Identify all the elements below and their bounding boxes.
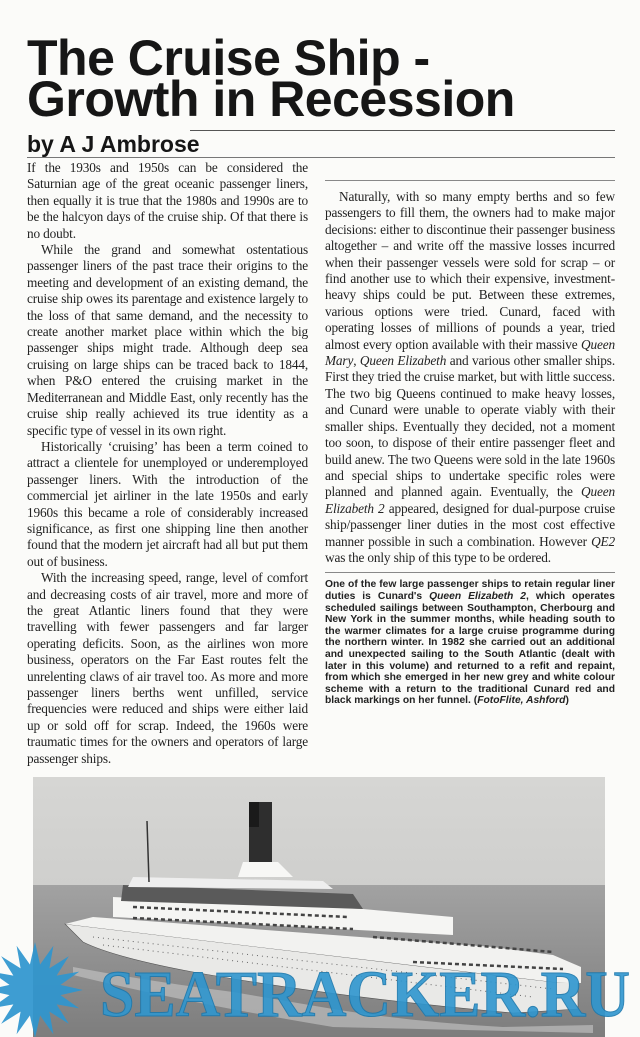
text-run: Naturally, with so many empty berths and so few passengers to fill them, the owners had to make major decisions: either to discontinue their passenger business altogether – and write off the massive losses incurred when their passenger vessels were sold for scrap – or find another use to which their expensive, investment-heavy ships could be put. Between these extremes, various options were tried. Cunard, faced with operating losses of millions of pounds a year, tried almost every option available with their massive <box>325 189 615 352</box>
text-run: One of the few large passenger ships to retain regular liner duties is Cunard's <box>325 579 615 602</box>
left-column <box>27 160 308 767</box>
text-run: , which operates scheduled sailings between Southampton, Cherbourg and New York in the summer months, while heading south to the warmer climates for a large cruise programme during the northern winter. In 1982 she carried out an additional and unexpected sailing to the South Atlantic (dealt with later in this volume) and returned to a refit and repaint, from which she emerged in her new grey and white colour scheme with a return to the traditional Cunard red and black markings on her funnel. ( <box>325 590 615 707</box>
paragraph <box>27 570 308 767</box>
text-run: was the only ship of this type to be ordered. <box>325 549 551 565</box>
paragraph <box>27 242 308 439</box>
text-run: With the increasing speed, range, level of comfort and decreasing costs of air travel, more and more of the great Atlantic liners found that they were travelling with fewer passengers and far larger operating deficits. Soon, as the airlines won more business, operators on the Far East routes felt the unrelenting claws of air travel too. As more and more passenger liners berths went unfilled, service frequencies were reduced and ships were either laid up or sold off for scrap. Indeed, the 1960s were traumatic times for the owners and operators of large passenger ships. <box>27 570 308 766</box>
right-column-block <box>325 160 615 767</box>
divider <box>27 157 615 158</box>
title-line-1: The Cruise Ship - <box>27 30 430 86</box>
italic-title: Queen Elizabeth 2 <box>429 590 527 602</box>
paragraph <box>27 439 308 570</box>
sky <box>33 777 605 885</box>
article-title <box>27 30 615 127</box>
text-run: If the 1930s and 1950s can be considered the Saturnian age of the great oceanic passenger liners, then equally it is true that the 1980s and 1990s are to be the halcyon days of the cruise ship. Of that there is no doubt. <box>27 160 308 241</box>
sun-logo-icon <box>0 942 83 1037</box>
watermark <box>0 940 640 1037</box>
photo-block <box>0 777 640 1037</box>
text-run: While the grand and somewhat ostentatious passenger liners of the past trace their origins to the meeting and development of an existing demand, the cruise ship owes its parentage and existence largely to the loss of that same demand, and the necessity to create another market place within which the big passenger ships might trade. Although deep sea cruising on large ships can be traced back to 1844, when P&O entered the cruising market in the Mediterranean and Middle East, only recently has the cruise ship really achieved its true identity as a specific type of vessel in its own right. <box>27 242 308 438</box>
caption-divider <box>325 572 615 573</box>
byline-block <box>27 130 615 158</box>
divider <box>325 180 615 181</box>
title-line-2: Growth in Recession <box>27 71 515 127</box>
paragraph <box>325 189 615 566</box>
photo-caption <box>325 579 615 707</box>
text-run: and various other smaller ships. First they tried the cruise market, but with little success. The two big Queens continued to make heavy losses, and Cunard were unable to operate viably with their smaller ships. Eventually they decided, not a moment too soon, to dispose of their entire passenger fleet and build anew. The two Queens were sold in the late 1960s and special ships to undertake specific roles were planned and planned again. Eventually, the <box>325 353 616 500</box>
paragraph <box>27 160 308 242</box>
watermark-text: SEATRACKER.RU <box>100 958 630 1032</box>
italic-title: FotoFlite, Ashford <box>477 695 566 707</box>
text-run: ) <box>565 695 569 707</box>
italic-title: Queen Mary <box>325 336 615 369</box>
italic-title: Queen Elizabeth <box>359 353 447 369</box>
text-run: appeared, designed for dual-purpose cruise ship/passenger liner duties in the most cost effective manner possible in such a combination. However <box>325 500 615 549</box>
italic-title: Queen Elizabeth 2 <box>325 484 615 516</box>
text-run: Historically ‘cruising’ has been a term coined to attract a clientele for unemployed or underemployed passenger liners. With the introduction of the commercial jet airliner in the late 1950s and early 1960s this became a role of considerably increased significance, as first one shipping line then another found that the modern jet aircraft had all but put them out of business. <box>27 438 308 569</box>
text-run: , <box>353 353 360 369</box>
right-column <box>325 189 615 566</box>
article-body <box>27 160 615 767</box>
byline: by A J Ambrose <box>27 131 200 157</box>
italic-title: QE2 <box>591 533 615 549</box>
